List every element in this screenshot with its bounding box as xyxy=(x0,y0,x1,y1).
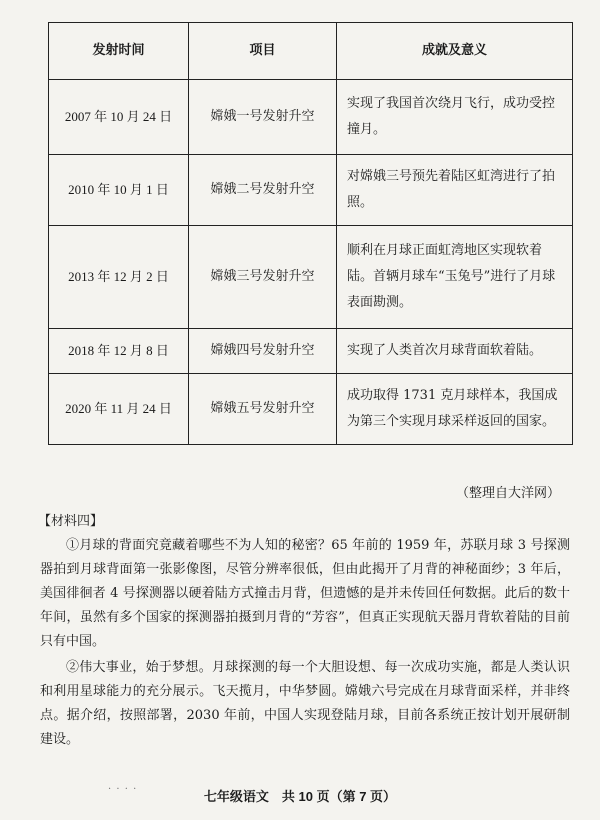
source-note: （整理自大洋网） xyxy=(455,485,560,500)
material-title: 【材料四】 xyxy=(38,513,104,528)
row-date: 2013 年 12 月 2 日 xyxy=(49,226,189,329)
header-launch-time: 发射时间 xyxy=(49,23,189,80)
row-date: 2020 年 11 月 24 日 xyxy=(49,374,189,445)
scan-dots: · · · · xyxy=(108,784,138,795)
row-achievement: 实现了人类首次月球背面软着陆。 xyxy=(337,329,573,374)
row-date: 2018 年 12 月 8 日 xyxy=(49,329,189,374)
header-achievement: 成就及意义 xyxy=(337,23,573,80)
row-achievement: 成功取得 1731 克月球样本，我国成为第三个实现月球采样返回的国家。 xyxy=(337,374,573,445)
row-project: 嫦娥五号发射升空 xyxy=(189,374,337,445)
row-achievement: 实现了我国首次绕月飞行，成功受控撞月。 xyxy=(337,80,573,155)
table-header-row xyxy=(49,23,573,80)
header-project: 项目 xyxy=(189,23,337,80)
row-project: 嫦娥四号发射升空 xyxy=(189,329,337,374)
table-row xyxy=(49,329,573,374)
paragraph-2: ②伟大事业，始于梦想。月球探测的每一个大胆设想、每一次成功实施，都是人类认识和利用星球能力的充分展示。飞天揽月，中华梦圆。嫦娥六号完成在月球背面采样，并非终点。据介绍，按照部署，2030 年前，中国人实现登陆月球，目前各系统正按计划开展研制建设。 xyxy=(40,660,570,747)
table-row xyxy=(49,80,573,155)
row-date: 2007 年 10 月 24 日 xyxy=(49,80,189,155)
row-achievement: 顺利在月球正面虹湾地区实现软着陆。首辆月球车“玉兔号”进行了月球表面勘测。 xyxy=(337,226,573,329)
table-row xyxy=(49,155,573,226)
table-row xyxy=(49,374,573,445)
row-project: 嫦娥三号发射升空 xyxy=(189,226,337,329)
page-footer: 七年级语文 共 10 页（第 7 页） xyxy=(203,789,397,804)
lunar-mission-table xyxy=(48,22,573,445)
table-row xyxy=(49,226,573,329)
row-project: 嫦娥一号发射升空 xyxy=(189,80,337,155)
row-date: 2010 年 10 月 1 日 xyxy=(49,155,189,226)
row-project: 嫦娥二号发射升空 xyxy=(189,155,337,226)
paragraph-1: ①月球的背面究竟藏着哪些不为人知的秘密？65 年前的 1959 年，苏联月球 3 号探测器拍到月球背面第一张影像图，尽管分辨率很低，但由此揭开了月背的神秘面纱；3 年后，美国徘徊者 4 号探测器以硬着陆方式撞击月背，但遗憾的是并未传回任何数据。此后的数十年间，虽然有多个国家的探测器拍摄到月背的“芳容”，但真正实现航天器月背软着陆的目前只有中国。 xyxy=(40,538,570,649)
row-achievement: 对嫦娥三号预先着陆区虹湾进行了拍照。 xyxy=(337,155,573,226)
